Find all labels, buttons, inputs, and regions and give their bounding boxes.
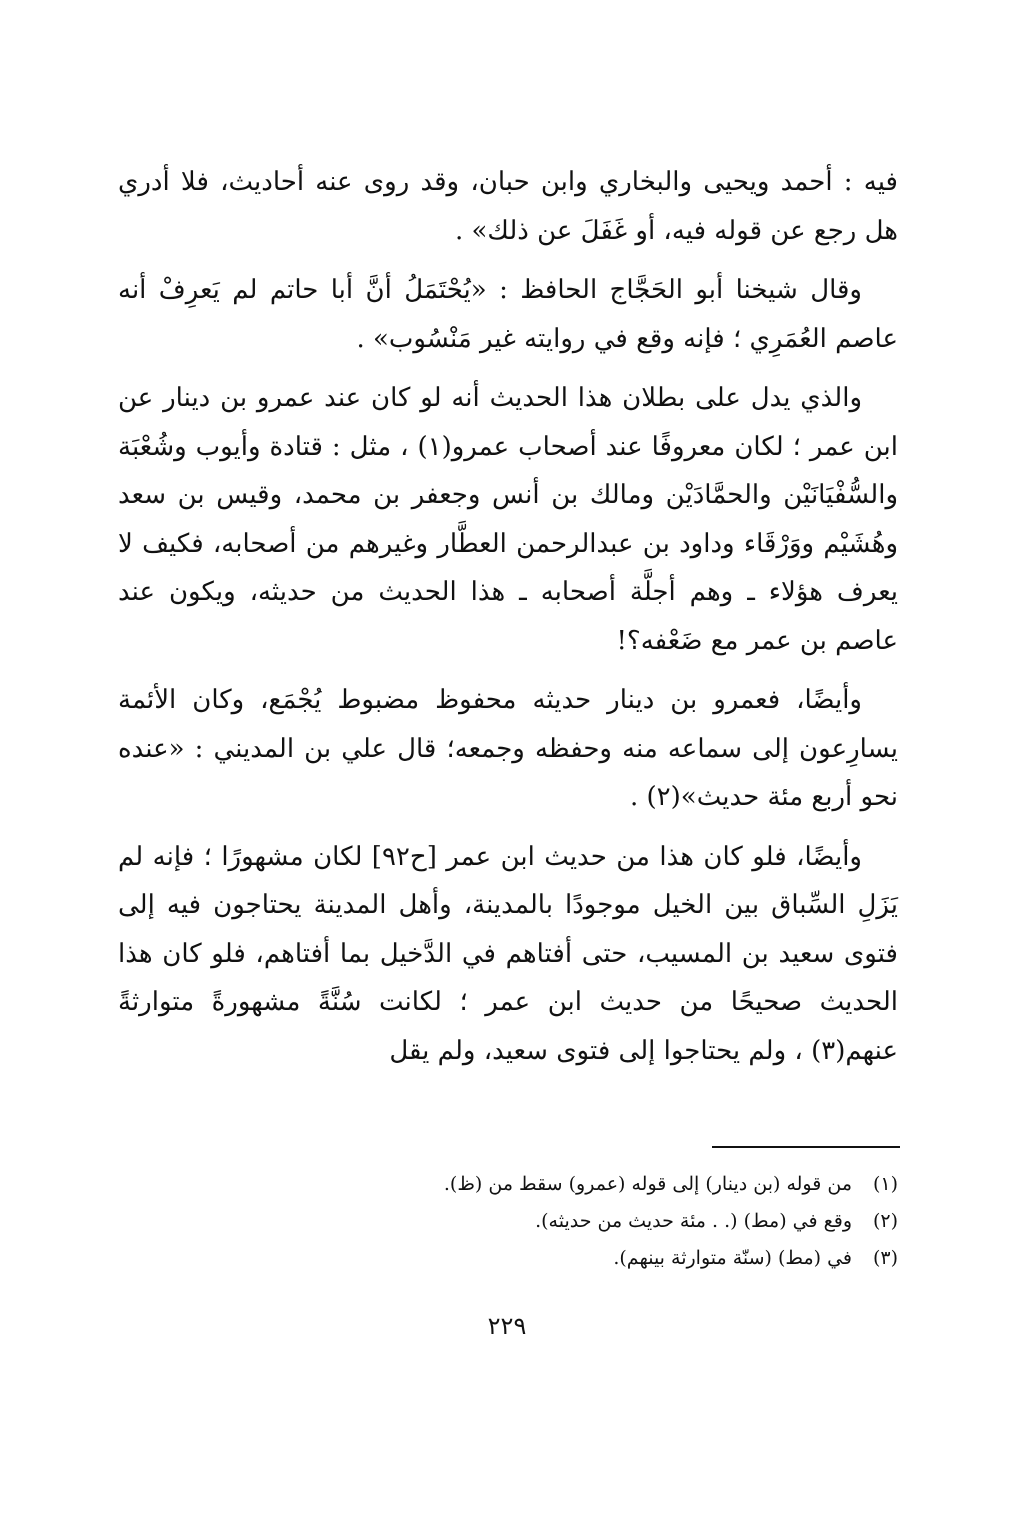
footnote-text: في (مط) (سنّة متوارثة بينهم). — [613, 1247, 852, 1269]
paragraph-4: وأيضًا، فعمرو بن دينار حديثه محفوظ مضبوط يُجْمَع، وكان الأئمة يسارِعون إلى سماعه منه وحفظه وجمعه؛ قال علي بن المديني : «عنده نحو أربع مئة حديث»(٢) . — [118, 685, 898, 812]
paragraph-5: وأيضًا، فلو كان هذا من حديث ابن عمر [ح٩٢] لكان مشهورًا ؛ فإنه لم يَزَلِ السِّباق بين الخيل موجودًا بالمدينة، وأهل المدينة يحتاجون فيه إلى فتوى سعيد بن المسيب، حتى أفتاهم في الدَّخيل بما أفتاهم، فلو كان هذا الحديث صحيحًا من حديث ابن عمر ؛ لكانت سُنَّةً مشهورةً متوارثةً عنهم(٣) ، ولم يحتاجوا إلى فتوى سعيد، ولم يقل — [118, 841, 898, 1066]
main-text — [118, 158, 898, 1086]
footnote-3 — [118, 1240, 898, 1277]
footnote-number: (١) — [872, 1173, 898, 1195]
footnotes — [118, 1166, 898, 1277]
paragraph-3: والذي يدل على بطلان هذا الحديث أنه لو كان عند عمرو بن دينار عن ابن عمر ؛ لكان معروفًا عند أصحاب عمرو(١) ، مثل : قتادة وأيوب وشُعْبَة والسُّفْيَانَيْن والحمَّادَيْن ومالك بن أنس وجعفر بن محمد، وقيس بن سعد وهُشَيْم ووَرْقَاء وداود بن عبدالرحمن العطَّار وغيرهم من أصحابه، فكيف لا يعرف هؤلاء ـ وهم أجلَّة أصحابه ـ هذا الحديث من حديثه، ويكون عند عاصم بن عمر مع ضَعْفه؟! — [118, 383, 898, 656]
paragraph-1: فيه : أحمد ويحيى والبخاري وابن حبان، وقد روى عنه أحاديث، فلا أدري هل رجع عن قوله فيه، أو غَفَلَ عن ذلك» . — [118, 167, 898, 246]
footnote-1 — [118, 1166, 898, 1203]
footnote-text: من قوله (بن دينار) إلى قوله (عمرو) سقط من (ظ). — [443, 1173, 852, 1195]
footnote-separator — [712, 1146, 900, 1148]
footnote-2 — [118, 1203, 898, 1240]
page-number: ٢٢٩ — [487, 1312, 527, 1340]
footnote-text: وقع في (مط) (. . مئة حديث من حديثه). — [535, 1210, 852, 1232]
footnote-number: (٢) — [872, 1210, 898, 1232]
footnote-number: (٣) — [872, 1247, 898, 1269]
paragraph-2: وقال شيخنا أبو الحَجَّاج الحافظ : «يُحْتَمَلُ أنَّ أبا حاتم لم يَعرِفْ أنه عاصم العُمَرِي ؛ فإنه وقع في روايته غير مَنْسُوب» . — [118, 275, 898, 354]
